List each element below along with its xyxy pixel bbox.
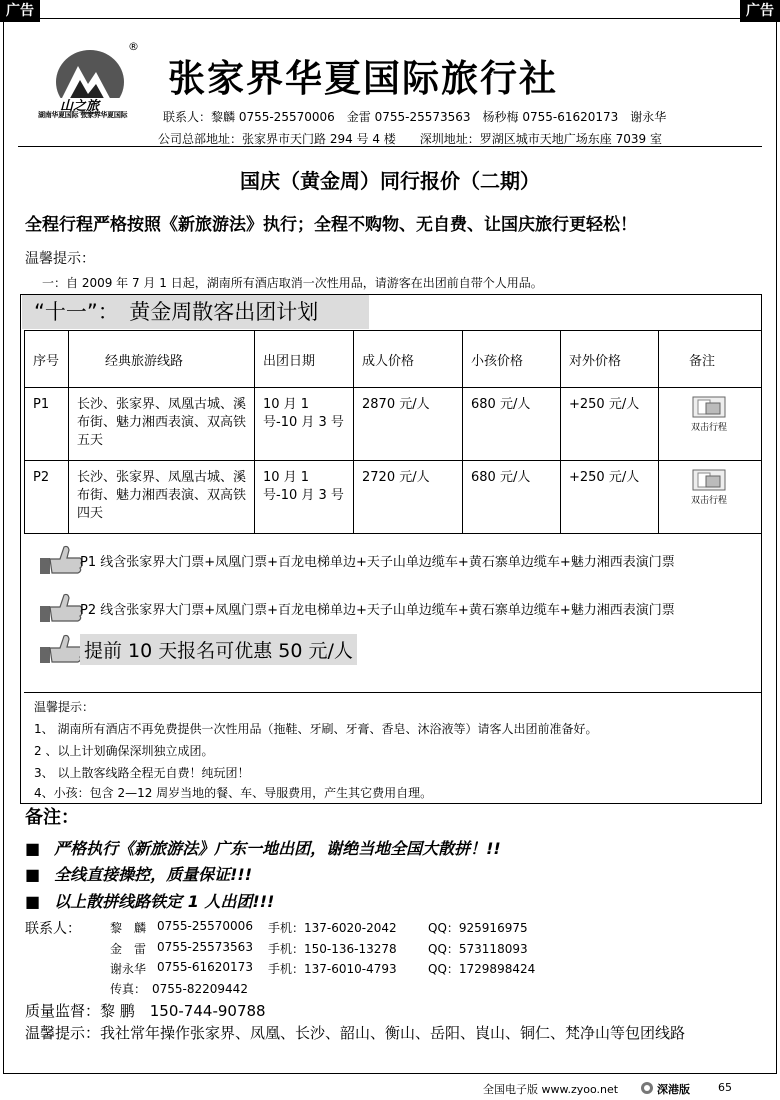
warm-tip: 2 、以上计划确保深圳独立成团。: [34, 744, 214, 758]
row-id: P1: [25, 388, 69, 461]
highlight-text: P2 线含张家界大门票+凤凰门票+百龙电梯单边+天子山单边缆车+黄石寨单边缆车+魅力湘西表演门票: [80, 602, 675, 618]
contact-qq: QQ：1729898424: [428, 962, 536, 976]
contact-qq: QQ：573118093: [428, 942, 528, 956]
table-row: [25, 461, 762, 534]
header-divider: [18, 146, 762, 147]
logo-text: 山之旅: [60, 99, 100, 114]
edition-icon: [640, 1081, 654, 1095]
page-title: 国庆（黄金周）同行报价（二期）: [240, 169, 540, 193]
note-text: 全线直接操控，质量保证!!!: [54, 865, 253, 884]
contact-name: 黎 麟: [110, 921, 147, 935]
row-adult-price: 2870 元/人: [354, 388, 463, 461]
footer-site[interactable]: 全国电子版 www.zyoo.net: [483, 1083, 619, 1096]
col-header: 出团日期: [255, 331, 354, 388]
table-row: [25, 388, 762, 461]
document-icon: [692, 469, 726, 491]
document-icon: [692, 396, 726, 418]
itinerary-button-label: 双击行程: [690, 496, 727, 506]
contact-tel: 0755-25570006: [157, 919, 253, 933]
row-child-price: 680 元/人: [463, 461, 561, 534]
itinerary-button-label: 双击行程: [690, 423, 727, 433]
row-route: 长沙、张家界、凤凰古城、溪布街、魅力湘西表演、双高铁五天: [69, 388, 255, 461]
bullet: ■: [25, 865, 41, 884]
bullet: ■: [25, 839, 41, 858]
final-tip: 温馨提示：我社常年操作张家界、凤凰、长沙、韶山、衡山、岳阳、崀山、铜仁、梵净山等包团线路: [25, 1024, 686, 1042]
row-public-price: +250 元/人: [561, 461, 659, 534]
ad-label-right: 广告: [740, 0, 780, 22]
col-header: 序号: [25, 331, 69, 388]
note-text: 以上散拼线路铁定 1 人出团!!!: [54, 892, 275, 911]
note-item: [25, 836, 501, 859]
row-adult-price: 2720 元/人: [354, 461, 463, 534]
section-divider: [24, 692, 762, 693]
contact-label: 联系人：: [25, 921, 81, 937]
notes-title: 备注：: [25, 807, 79, 828]
row-note: [659, 461, 762, 534]
tip-1: 一：自 2009 年 7 月 1 日起，湖南所有酒店取消一次性用品，请游客在出团前自带个人用品。: [42, 276, 543, 290]
contact-tel: 0755-25573563: [157, 940, 253, 954]
header-address: 公司总部地址：张家界市天门路 294 号 4 楼 深圳地址：罗湖区城市天地广场东座 7039 室: [158, 132, 662, 146]
ad-label-left: 广告: [0, 0, 40, 22]
logo-subtitle: 湖南华夏国际 张家界华夏国际: [38, 111, 128, 119]
contact-mobile: 手机：137-6010-4793: [268, 962, 397, 976]
row-route: 长沙、张家界、凤凰古城、溪布街、魅力湘西表演、双高铁四天: [69, 461, 255, 534]
col-header: 经典旅游线路: [69, 331, 255, 388]
row-date: 10 月 1 号-10 月 3 号: [255, 461, 354, 534]
table-header-row: [25, 331, 762, 388]
bullet: ■: [25, 892, 41, 911]
discount-text: 提前 10 天报名可优惠 50 元/人: [80, 634, 357, 665]
itinerary-button[interactable]: [679, 469, 739, 510]
note-text: 严格执行《新旅游法》广东一地出团，谢绝当地全国大散拼！!!: [54, 839, 501, 858]
col-header: 备注: [659, 331, 762, 388]
col-header: 小孩价格: [463, 331, 561, 388]
row-note: [659, 388, 762, 461]
thumbs-up-icon: [38, 544, 84, 576]
thumbs-up-icon: [38, 633, 84, 665]
note-item: [25, 862, 252, 885]
footer-edition: 深港版: [657, 1083, 690, 1096]
slogan: 全程行程严格按照《新旅游法》执行；全程不购物、无自费、让国庆旅行更轻松！: [25, 215, 637, 235]
tour-table: [24, 330, 762, 534]
highlight-text: P1 线含张家界大门票+凤凰门票+百龙电梯单边+天子山单边缆车+黄石寨单边缆车+魅力湘西表演门票: [80, 554, 675, 570]
contact-name: 谢永华: [110, 962, 147, 976]
highlight-line: [38, 544, 675, 576]
col-header: 对外价格: [561, 331, 659, 388]
contact-name: 金 雷: [110, 942, 147, 956]
highlight-line: [38, 633, 357, 665]
warm-tip: 3、 以上散客线路全程无自费！纯玩团！: [34, 766, 250, 780]
note-item: [25, 889, 274, 912]
row-id: P2: [25, 461, 69, 534]
quality-supervisor: 质量监督：黎 鹏 150-744-90788: [25, 1002, 266, 1020]
row-child-price: 680 元/人: [463, 388, 561, 461]
page-number: 65: [718, 1081, 732, 1094]
registered-mark: ®: [128, 40, 139, 53]
plan-heading: “十一”： 黄金周散客出团计划: [22, 295, 369, 329]
highlight-line: [38, 592, 675, 624]
contact-mobile: 手机：137-6020-2042: [268, 921, 397, 935]
itinerary-button[interactable]: [679, 396, 739, 437]
warm-tip: 1、 湖南所有酒店不再免费提供一次性用品（拖鞋、牙刷、牙膏、香皂、沐浴液等）请客人出团前准备好。: [34, 722, 598, 736]
thumbs-up-icon: [38, 592, 84, 624]
contact-qq: QQ：925916975: [428, 921, 528, 935]
fax: 传真： 0755-82209442: [110, 982, 248, 996]
contact-tel: 0755-61620173: [157, 960, 253, 974]
col-header: 成人价格: [354, 331, 463, 388]
company-name: 张家界华夏国际旅行社: [168, 57, 558, 100]
contact-mobile: 手机：150-136-13278: [268, 942, 397, 956]
warm-tips-title: 温馨提示：: [34, 700, 95, 714]
header-contacts: 联系人：黎麟 0755-25570006 金雷 0755-25573563 杨秒梅 0755-61620173 谢永华: [163, 110, 667, 124]
row-date: 10 月 1 号-10 月 3 号: [255, 388, 354, 461]
tips-title: 温馨提示：: [25, 251, 95, 267]
row-public-price: +250 元/人: [561, 388, 659, 461]
warm-tip: 4、小孩：包含 2—12 周岁当地的餐、车、导服费用，产生其它费用自理。: [34, 786, 433, 800]
